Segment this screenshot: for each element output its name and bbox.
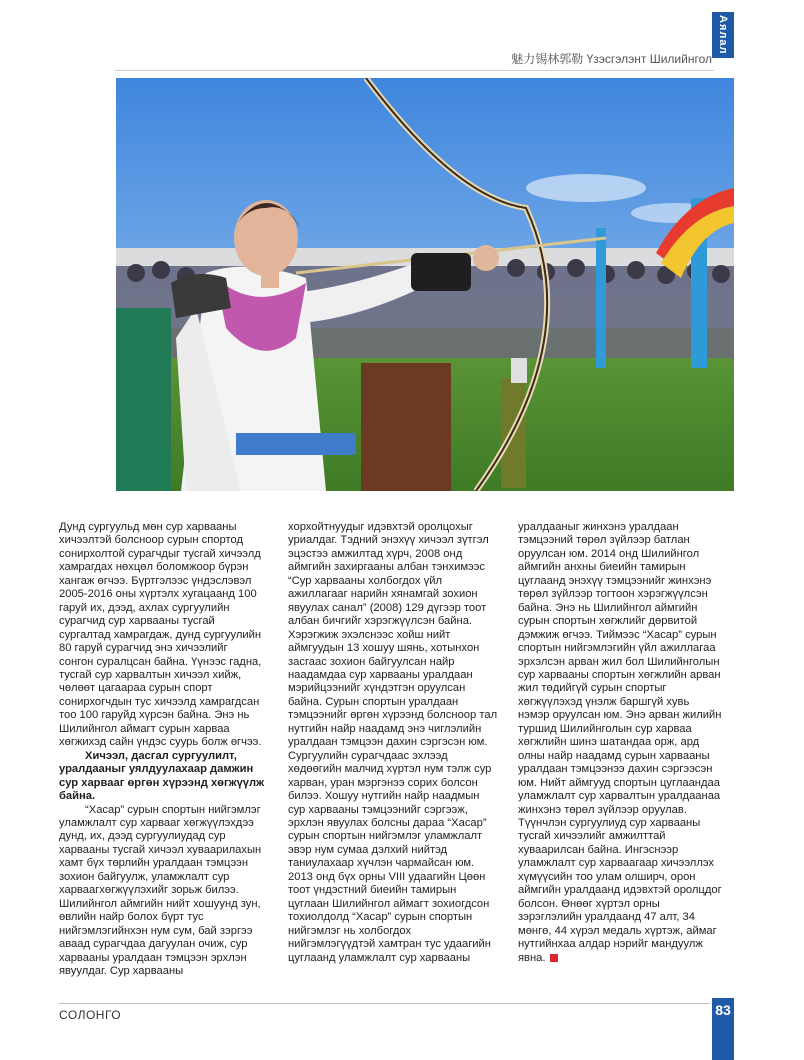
paragraph: “Хасар” сурын спортын нийгэмлэг уламжлалт сур харвааг хөгжүүлэхдээ дунд, их, дээд сургуулиудад сур харвааны тусгай хичээл хуваарилахын хамт бүх төрлийн уралдаан тэмцээн зохион байгуулж, уламжлалт сур харваагхөгжүүлэхийг зорьж билээ. Шилийнгол аймгийн нийт хошуунд зун, өвлийн найр болох бүрт тус нийгэмлэгийнхэн нум сум, бай зэргээ аваад сурагчдаа дагуулан очиж, сур харвааны уралдаан тэмцээн эрхлэн явуулдаг. Сур харвааны (59, 803, 262, 977)
subheading: Хичээл, дасгал сургуулилт, уралдааныг уялдуулахаар дамжин сур харвааг өргөн хүрээнд хөгжүүлж байна. (59, 749, 265, 803)
article-column-2 (288, 521, 498, 965)
paragraph: Дунд сургуульд мөн сур харвааны хичээлтэй болсноор сурын спортод сонирхолтой сурагчдыг тусгай хичээлд хамрагдах нөхцөл боломжоор бүрэн хангаж өгчээ. Бүртгэлээс үндэслэвэл 2005-2016 оны хүртэлх хугацаанд 100 гаруй их, дээд, ахлах сургуулийн сурагчид сур харвааны тусгай сургалтад хамрагдаж, дунд сургуулийн 80 гаруй сурагчид энэ хичээлийг сонгон суралцсан байна. Үүнээс гадна, тусгай сур харвалтын хичээл хийж, чөлөөт цагаараа сурын спорт сонирхогчдын тус хичээлд хамрагдсан тоо 100 гаруйд хүрсэн байна. Энэ нь Шилийнгол аймагт сурын харваа хөгжихэд сайн үндэс суурь болж өгчээ. (59, 521, 262, 749)
magazine-name: СОЛОНГО (59, 1008, 122, 1022)
footer-divider (59, 1003, 710, 1004)
running-header: 魅力锡林郭勒 Үзэсгэлэнт Шилийнгол (511, 52, 712, 66)
header-divider (115, 70, 714, 71)
end-mark-icon (550, 954, 558, 962)
article-column-3 (518, 521, 723, 965)
paragraph: хорхойтнуудыг идэвхтэй оролцохыг уриалдаг. Тэдний энэхүү хичээл зүтгэл эцэстээ амжилтад хүрч, 2008 онд аймгийн захиргааны албан тэнхимээс “Сур харвааны холбогдох үйл ажиллагааг нарийн хянамгай зохион явуулах санал” (2008) 129 дүгээр тоот албан бичгийг хэрэгжүүлсэн байна. Хэрэгжиж эхэлснээс хойш нийт аймгуудын 13 хошуу шянь, хотынхон засгаас зохион байгуулсан найр наадамдаа сур харвааны уралдаан мэрийцээнийг хүндэтгэн оруулсан байна. Сурын спортын уралдаан тэмцээнийг өргөн хүрээнд болсноор тал нутгийн найр наадамд энэ чиглэлийн уралдаан тэмцээн дахин сэргэсэн юм. Сургуулийн сурагчдаас эхлээд хөдөөгийн малчид хүртэл нум тэлж сур харван, уран мэргэнээ сорих болсон билээ. Хошуу нутгийн найр наадмын сур харвааны тэмцээнийг сэргээж, эрхлэн явуулах болсны дараа “Хасар” сурын спортын нийгэмлэг уламжлалт эвэр нум сумаа дэлхий нийтэд таниулахаар хүчлэн чармайсан юм. 2013 онд бүх орны VIII удаагийн Цөөн тоот үндэстний биеийн тамирын цуглаан Шилийнгол аймагт зохиогдсон тохиолдолд “Хасар” сурын спортын нийгэмлэг нь холбогдох нийгэмлэгүүдтэй хамтран тус удаагийн цуглаанд уламжлалт сур харвааны (288, 521, 498, 964)
paragraph-text: уралдааныг жинхэнэ уралдаан тэмцээний төрөл зүйлээр батлан оруулсан юм. 2014 онд Шилийнгол аймгийн анхны биеийн тамирын цуглаанд энэхүү тэмцээнийг жинхэнэ төрөл зүйлээр тогтоон хэрэгжүүлсэн байна. Энэ нь Шилийнгол аймгийн сурын спортын хөгжлийг дөрвитой дэмжиж өгчээ. Тиймээс “Хасар” сурын спортын нийгэмлэгийн үйл ажиллагаа эрхэлсэн арван жил бол Шилийнголын сур харвааны спортын хөгжлийн арван жил төдийгүй сурын спортыг хөгжүүлэхэд үнэлж баршгүй хувь нэмэр оруулсан юм. Энэ арван жилийн туршид Шилийнголын сур харваа хөгжлийн шинэ шатандаа орж, ард олны найр наадамд сурын харвааны уралдаан тэмцээнээ дахин сэргээсэн юм. Нийт аймгууд спортын цуглаандаа уламжлалт сур харвалтын уралдаанаа жинхэнэ төрөл зүйлээр оруулав. Түүнчлэн сургуулиуд сур харвааны тусгай хичээлийг амжилттай хуваарилсан байна. Ингэснээр уламжлалт сур харваагаар хичээллэх хүмүүсийн тоо улам олширч, орон аймгийн уралдаанд идэвхтэй оролцдог болсон. Өнөөг хүртэл орны зэрэглэлийн уралдаанд 47 алт, 34 мөнгө, 44 хүрэл медаль хүртэж, аймаг нутгийнхаа алдар нэрийг мандуулж явна. (518, 521, 722, 964)
paragraph (518, 521, 723, 965)
page-number: 83 (712, 998, 734, 1060)
article-column-1 (59, 521, 265, 978)
article-body (59, 521, 723, 997)
section-tab: Аялал (712, 12, 734, 58)
archer-photo (116, 78, 734, 491)
